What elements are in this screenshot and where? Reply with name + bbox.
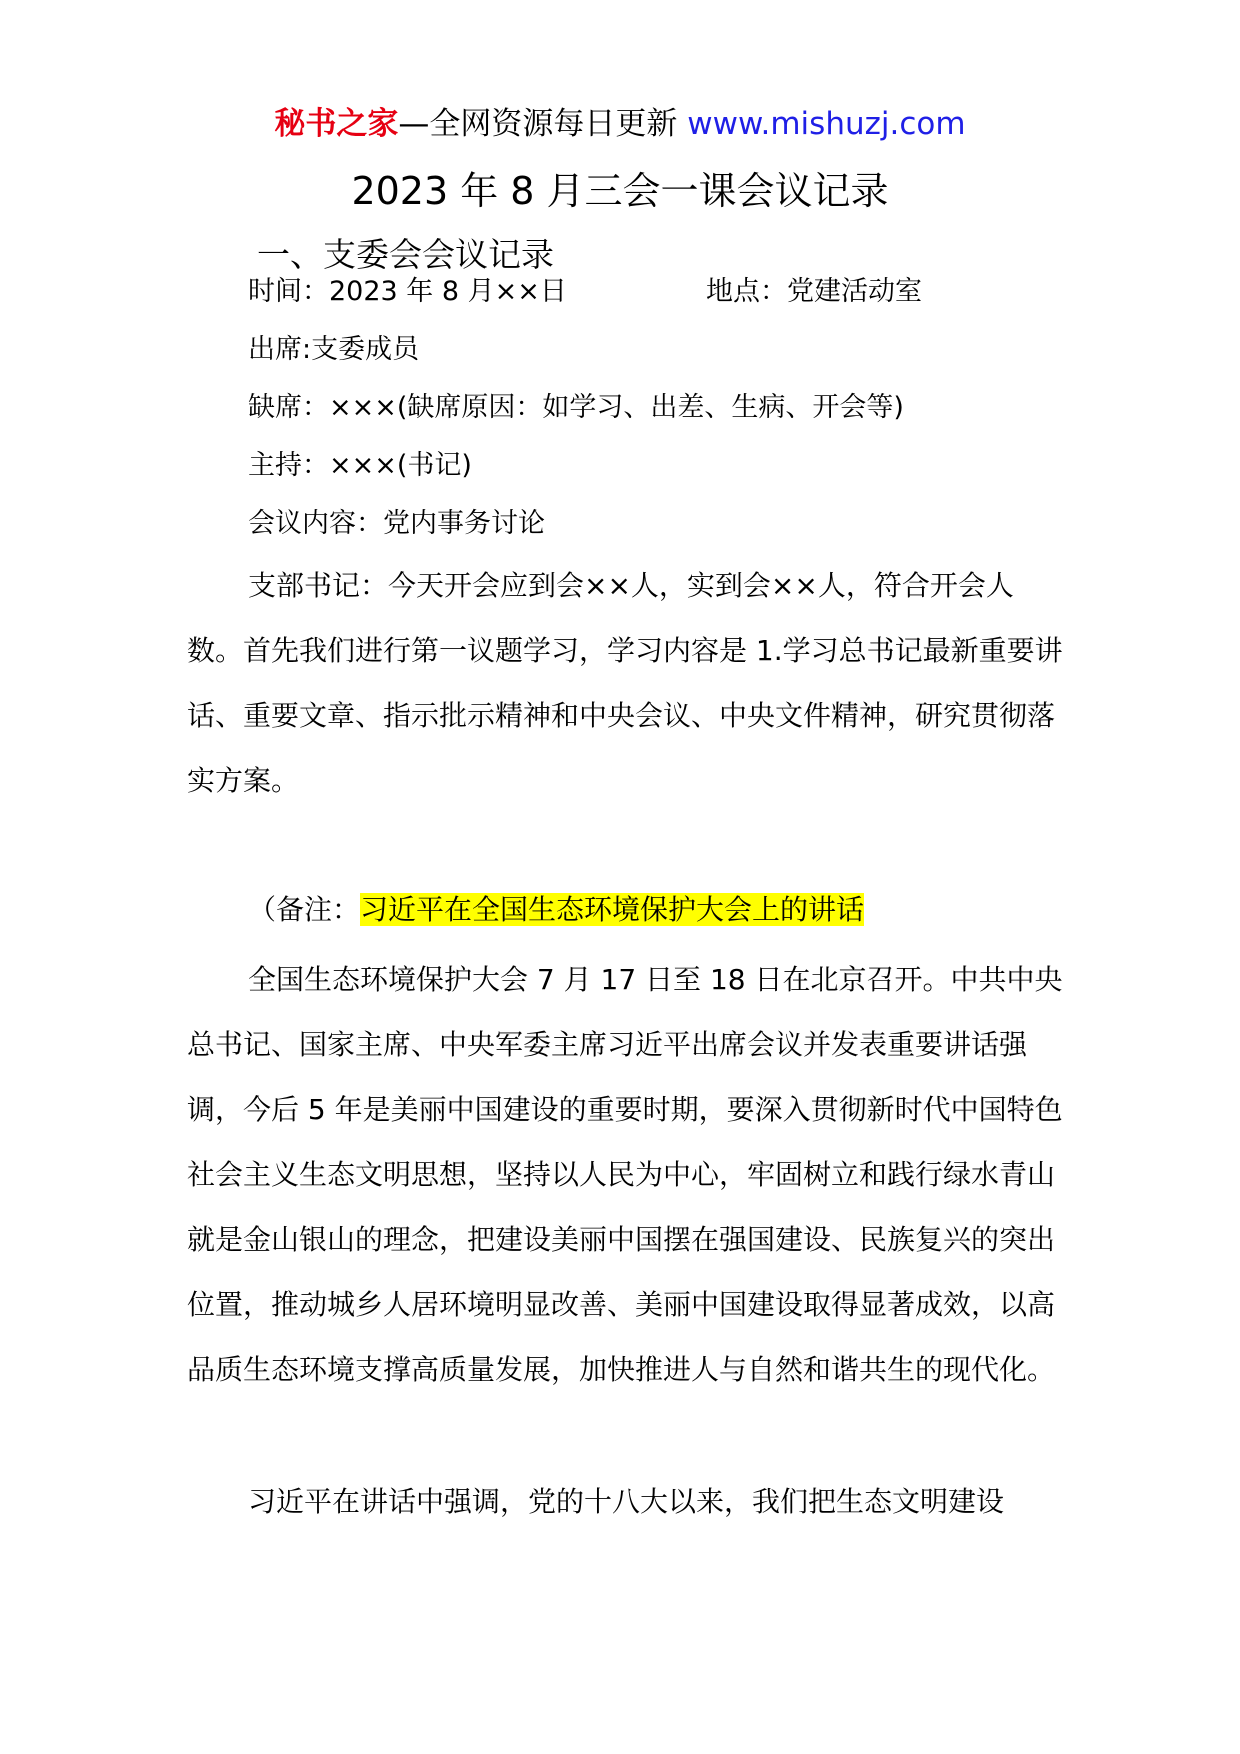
section-heading: 一、支委会会议记录	[257, 235, 554, 274]
paragraph-secretary-opening: 支部书记：今天开会应到会××人，实到会××人，符合开会人数。首先我们进行第一议题学习，学习内容是 1.学习总书记最新重要讲话、重要文章、指示批示精神和中央会议、中央文件精神，研究贯彻落实方案。	[187, 569, 1063, 797]
brand-name: 秘书之家	[274, 106, 399, 142]
note-line	[248, 888, 864, 932]
meeting-attendees: 出席:支委成员	[248, 334, 420, 365]
note-prefix: （备注：	[248, 893, 361, 926]
site-url-link[interactable]: www.mishuzj.com	[687, 106, 966, 142]
document-title: 2023 年 8 月三会一课会议记录	[351, 169, 889, 213]
site-header	[0, 102, 1240, 146]
meeting-location: 地点：党建活动室	[706, 276, 922, 307]
meeting-content: 会议内容：党内事务讨论	[248, 508, 545, 539]
paragraph-conference-summary: 全国生态环境保护大会 7 月 17 日至 18 日在北京召开。中共中央总书记、国家主席、中央军委主席习近平出席会议并发表重要讲话强调，今后 5 年是美丽中国建设的重要时期，要深入贯彻新时代中国特色社会主义生态文明思想，坚持以人民为中心，牢固树立和践行绿水青山就是金山银山的理念，把建设美丽中国摆在强国建设、民族复兴的突出位置，推动城乡人居环境明显改善、美丽中国建设取得显著成效，以高品质生态环境支撑高质量发展，加快推进人与自然和谐共生的现代化。	[187, 963, 1063, 1386]
header-tagline: —全网资源每日更新	[398, 106, 678, 142]
meeting-absent: 缺席：×××(缺席原因：如学习、出差、生病、开会等)	[248, 392, 904, 423]
meeting-host: 主持：×××(书记)	[248, 450, 472, 481]
meeting-time: 时间：2023 年 8 月××日	[248, 276, 567, 307]
paragraph-speech-emphasis: 习近平在讲话中强调，党的十八大以来，我们把生态文明建设	[248, 1485, 1005, 1518]
note-highlighted-title: 习近平在全国生态环境保护大会上的讲话	[360, 893, 865, 926]
